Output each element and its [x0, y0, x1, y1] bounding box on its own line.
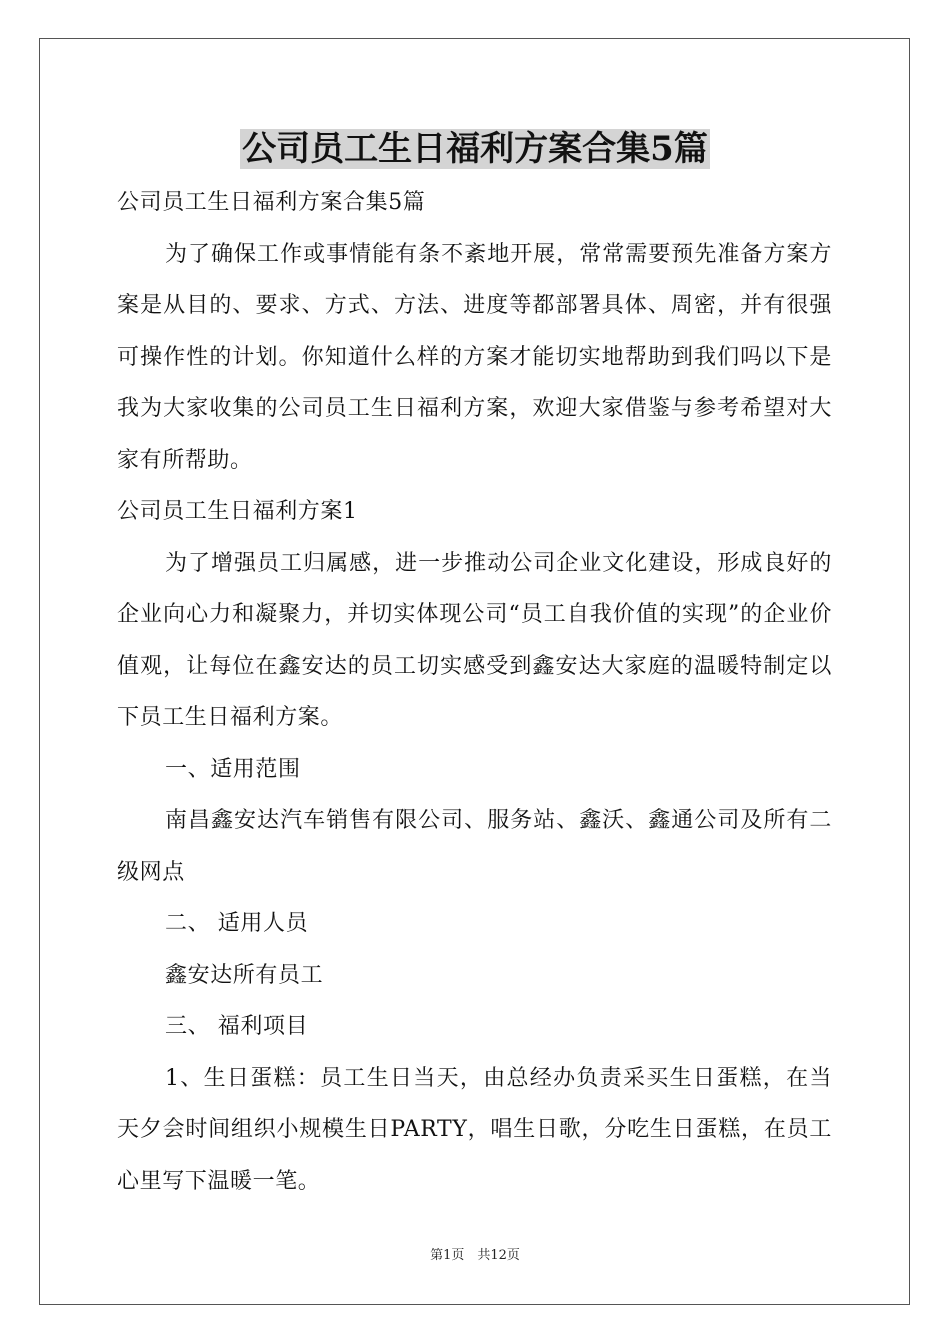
scope-paragraph: 南昌鑫安达汽车销售有限公司、服务站、鑫沃、鑫通公司及所有二级网点 — [117, 808, 832, 885]
subtitle-paragraph: 公司员工生日福利方案合集5篇 — [117, 190, 426, 215]
applicable-staff-paragraph: 鑫安达所有员工 — [165, 962, 324, 988]
section-heading-plan-1: 公司员工生日福利方案1 — [117, 499, 358, 524]
benefit-items-heading: 三、 福利项目 — [165, 1014, 309, 1039]
birthday-cake-paragraph: 1、生日蛋糕：员工生日当天，由总经办负责采买生日蛋糕，在当天夕会时间组织小规模生日PARTY，唱生日歌，分吃生日蛋糕，在员工心里写下温暖一笔。 — [117, 1065, 832, 1194]
intro-paragraph: 为了确保工作或事情能有条不紊地开展，常常需要预先准备方案方案是从目的、要求、方式、方法、进度等都部署具体、周密，并有很强可操作性的计划。你知道什么样的方案才能切实地帮助到我们吗以下是我为大家收集的公司员工生日福利方案，欢迎大家借鉴与参考希望对大家有所帮助。 — [117, 241, 832, 473]
document-body — [117, 177, 832, 1207]
scope-heading: 一、适用范围 — [165, 756, 301, 782]
plan-1-purpose-paragraph: 为了增强员工归属感，进一步推动公司企业文化建设，形成良好的企业向心力和凝聚力，并切实体现公司“员工自我价值的实现”的企业价值观，让每位在鑫安达的员工切实感受到鑫安达大家庭的温暖特制定以下员工生日福利方案。 — [117, 550, 832, 730]
document-title-text: 公司员工生日福利方案合集5篇 — [242, 129, 708, 169]
applicable-staff-heading: 二、 适用人员 — [165, 911, 309, 936]
document-title — [0, 126, 950, 172]
page-number-footer: 第1页 共12页 — [430, 1248, 520, 1263]
